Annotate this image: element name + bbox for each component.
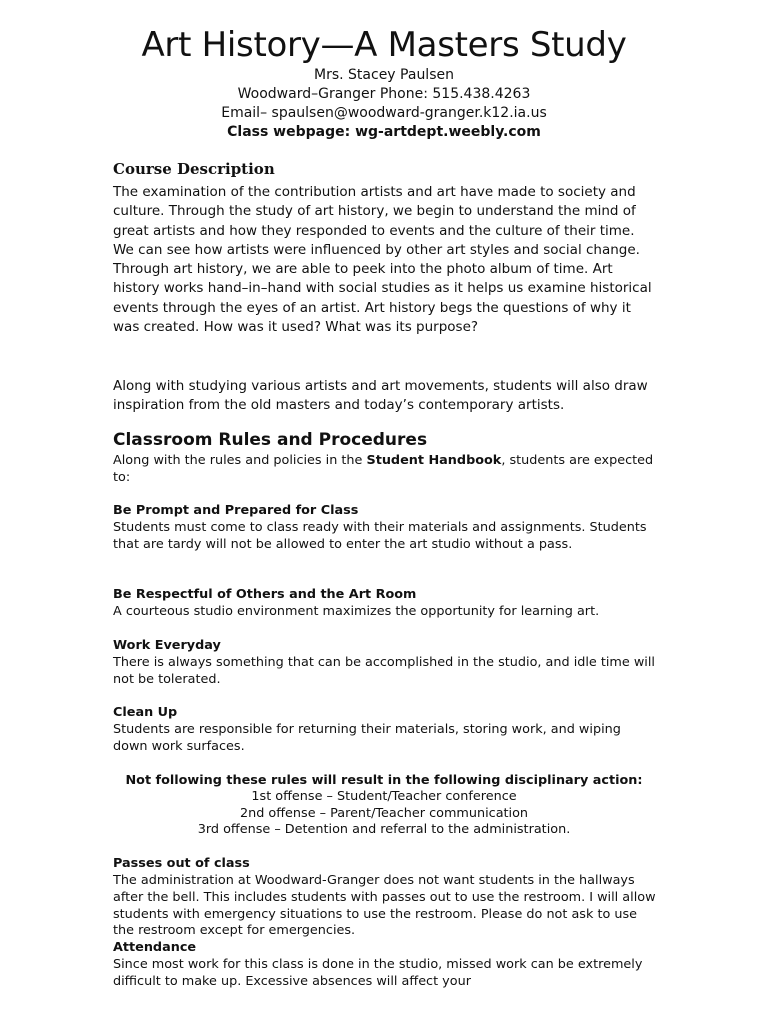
school-phone: Woodward–Granger Phone: 515.438.4263 xyxy=(237,86,531,102)
offense-item: 3rd offense – Detention and referral to the administration. xyxy=(197,822,571,838)
passes-heading: Passes out of class xyxy=(113,856,250,871)
classroom-rules-heading: Classroom Rules and Procedures xyxy=(113,430,428,450)
rule-title: Be Respectful of Others and the Art Room xyxy=(113,587,417,602)
class-webpage: Class webpage: wg-artdept.weebly.com xyxy=(227,124,541,140)
rules-intro-before: Along with the rules and policies in the xyxy=(113,453,367,468)
teacher-name: Mrs. Stacey Paulsen xyxy=(314,67,454,83)
offense-item: 1st offense – Student/Teacher conference xyxy=(251,789,517,805)
rule-title: Be Prompt and Prepared for Class xyxy=(113,503,359,518)
disciplinary-action-block xyxy=(0,773,768,839)
passes-text: The administration at Woodward-Granger does not want students in the hallways after the bell. This includes students with passes out to use the restroom. I will allow students with emergency situations to use the restroom. Please do not ask to use the restroom except for emergencies. xyxy=(113,873,656,939)
document-title: Art History—A Masters Study xyxy=(141,25,627,65)
course-description-heading: Course Description xyxy=(113,160,275,178)
course-description-paragraph-2: Along with studying various artists and art movements, students will also draw inspiration from the old masters and today’s contemporary artists. xyxy=(113,378,648,414)
teacher-email: Email– spaulsen@woodward-granger.k12.ia.us xyxy=(221,105,547,121)
rule-text: Students are responsible for returning their materials, storing work, and wiping down work surfaces. xyxy=(113,722,621,754)
offense-item: 2nd offense – Parent/Teacher communication xyxy=(239,805,529,821)
attendance-heading: Attendance xyxy=(113,940,197,955)
student-handbook-ref: Student Handbook xyxy=(366,453,502,468)
document-header xyxy=(0,0,768,142)
rule-title: Work Everyday xyxy=(113,638,221,653)
rule-text: There is always something that can be accomplished in the studio, and idle time will not be tolerated. xyxy=(113,655,655,687)
rules-intro-after: , students are expected to: xyxy=(113,453,654,485)
course-description-paragraph-1: The examination of the contribution artists and art have made to society and culture. Through the study of art history, we begin to understand the mind of great artists and how they responded to events and the culture of their time. We can see how artists were influenced by other art styles and social change. Through art history, we are able to peek into the photo album of time. Art history works hand–in–hand with social studies as it helps us examine historical events through the eyes of an artist. Art history begs the questions of why it was created. How was it used? What was its purpose? xyxy=(113,184,652,336)
disciplinary-heading: Not following these rules will result in the following disciplinary action: xyxy=(125,773,643,788)
rule-title: Clean Up xyxy=(113,705,178,720)
rule-text: Students must come to class ready with their materials and assignments. Students that are tardy will not be allowed to enter the art studio without a pass. xyxy=(113,520,647,552)
rule-text: A courteous studio environment maximizes the opportunity for learning art. xyxy=(113,604,600,619)
rules-intro xyxy=(113,453,658,487)
attendance-text: Since most work for this class is done in the studio, missed work can be extremely difficult to make up. Excessive absences will affect your xyxy=(113,957,643,989)
